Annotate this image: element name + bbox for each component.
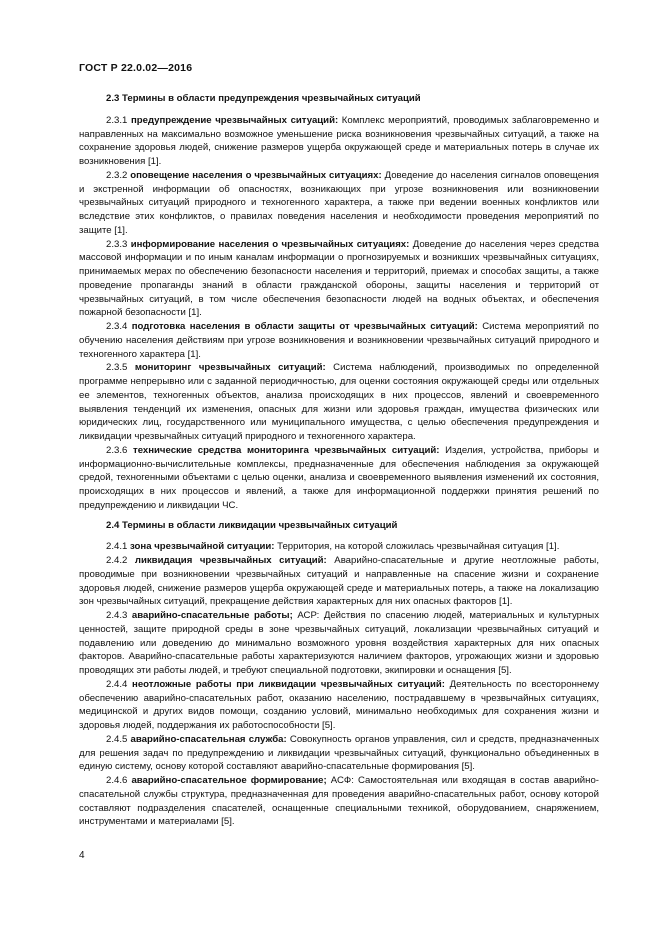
term-number: 2.4.1	[106, 541, 128, 553]
term-name: оповещение населения о чрезвычайных ситуациях:	[130, 169, 382, 181]
term-definition: Совокупность органов управления, сил и средств, предназначенных для решения задач по предупреждению и ликвидации чрезвычайных ситуаций, функционально объединенных в единую систему, основу которой составляют аварийно-спасательные формирования [5].	[79, 733, 599, 773]
term-number: 2.3.3	[106, 238, 128, 250]
term-definition: Аварийно-спасательные и другие неотложные работы, проводимые при возникновении чрезвычайных ситуаций и направленные на спасение жизни и сохранение здоровья людей, снижение размеров ущерба окружающей среде и материальных потерь, а также на локализацию зон чрезвычайных ситуаций, прекращение действия характерных для них опасных факторов [1].	[79, 555, 599, 608]
section-title-liquidation: 2.4 Термины в области ликвидации чрезвычайных ситуаций	[106, 519, 398, 531]
term-paragraph	[79, 361, 599, 444]
term-name: ликвидация чрезвычайных ситуаций:	[134, 555, 327, 566]
term-name: технические средства мониторинга чрезвычайных ситуаций:	[133, 444, 440, 456]
section-prevention-items	[79, 114, 599, 513]
term-definition: Деятельность по всестороннему обеспечению аварийно-спасательных работ, оказанию населению, пострадавшему в чрезвычайных ситуациях, медицинской и других видов помощи, созданию условий, минимально необходимых для сохранения жизни и здоровья людей, поддержания их работоспособности [5].	[79, 678, 599, 731]
term-paragraph	[79, 238, 599, 321]
section-liquidation-items	[79, 540, 599, 829]
term-paragraph	[79, 609, 599, 678]
term-number: 2.4.5	[106, 733, 128, 745]
term-paragraph	[79, 169, 599, 238]
term-name: предупреждение чрезвычайных ситуаций:	[130, 114, 339, 126]
section-title-prevention: 2.3 Термины в области предупреждения чрезвычайных ситуаций	[106, 93, 421, 104]
term-paragraph	[79, 114, 599, 169]
term-definition: Территория, на которой сложилась чрезвычайная ситуация [1].	[274, 541, 560, 553]
term-definition: АСФ: Самостоятельная или входящая в состав аварийно-спасательной службы структура, предназначенная для проведения аварийно-спасательных работ, основу которой составляют подразделения спасателей, оснащенные специальными техникой, оборудованием, снаряжением, инструментами и материалами [5].	[79, 775, 599, 828]
term-paragraph	[79, 554, 599, 609]
term-name: аварийно-спасательные работы;	[131, 610, 293, 621]
term-paragraph	[79, 540, 599, 554]
document-body	[79, 92, 599, 829]
term-definition: Доведение до населения через средства массовой информации и по иным каналам информации о прогнозируемых и возникших чрезвычайных ситуациях, принимаемых мерах по обеспечению безопасности населения и территорий, приемах и способах защиты, а также проведение пропаганды знаний в области гражданской обороны, защиты населения и территорий от чрезвычайных ситуаций, в том числе обеспечения безопасности людей на водных объектах, и обеспечения пожарной безопасности [1].	[79, 238, 599, 319]
term-name: аварийно-спасательная служба:	[130, 733, 287, 745]
document-header: ГОСТ Р 22.0.02—2016	[79, 62, 193, 74]
term-paragraph	[79, 678, 599, 733]
term-definition: Система мероприятий по обучению населения действиям при угрозе возникновения и возникновении чрезвычайных ситуаций природного и техногенного характера [1].	[79, 321, 599, 360]
term-number: 2.4.2	[106, 555, 128, 566]
term-definition: Доведение до населения сигналов оповещения и экстренной информации об опасностях, возникающих при угрозе возникновения или возникновении чрезвычайных ситуаций природного и техногенного характера, а также при ведении военных конфликтов или вследствие этих конфликтов, о правилах поведения населения и необходимости проведения мероприятий по защите [1].	[79, 169, 599, 236]
term-number: 2.3.5	[106, 362, 128, 374]
term-name: подготовка населения в области защиты от чрезвычайных ситуаций:	[131, 321, 478, 332]
term-number: 2.4.6	[106, 775, 128, 786]
term-name: аварийно-спасательное формирование;	[131, 775, 327, 786]
term-name: информирование населения о чрезвычайных ситуациях:	[130, 238, 410, 250]
term-name: неотложные работы при ликвидации чрезвычайных ситуаций:	[132, 678, 445, 690]
term-number: 2.3.2	[106, 169, 128, 181]
term-paragraph	[79, 733, 599, 774]
term-name: мониторинг чрезвычайных ситуаций:	[134, 362, 326, 374]
term-number: 2.3.1	[106, 114, 128, 126]
term-number: 2.4.4	[106, 678, 128, 690]
page-number: 4	[79, 850, 85, 861]
term-definition: Комплекс мероприятий, проводимых заблаговременно и направленных на максимально возможное уменьшение риска возникновения чрезвычайных ситуаций, а также на сохранение здоровья людей, снижение размеров ущерба окружающей среде и материальных потерь в случае их возникновения [1].	[79, 114, 599, 167]
term-definition: Система наблюдений, производимых по определенной программе непрерывно или с заданной периодичностью, для оценки состояния окружающей среды или отдельных ее элементов, техногенных объектов, анализа происходящих в них процессов, явлений и своевременного выявления тенденций их изменения, опасных для жизни или здоровья граждан, имущества физических или юридических лиц, государственного или муниципального имущества, с целью обеспечения предупреждения и ликвидации чрезвычайных ситуаций природного и техногенного характера.	[79, 362, 600, 442]
term-definition: Изделия, устройства, приборы и информационно-вычислительные комплексы, предназначенные для обеспечения наблюдения за окружающей средой, техногенными объектами с целью оценки, анализа и своевременного выявления изменений их состояния, происходящих в них процессов и явлений, а также для информационной поддержки принятия решений по предупреждению и ликвидации ЧС.	[79, 444, 599, 511]
term-paragraph	[79, 320, 599, 361]
term-number: 2.4.3	[106, 610, 128, 621]
term-paragraph	[79, 774, 599, 829]
term-definition: АСР: Действия по спасению людей, материальных и культурных ценностей, защите природной среды в зоне чрезвычайных ситуаций, локализации чрезвычайных ситуаций и подавлению или доведению до минимально возможного уровня воздействия характерных для них опасных факторов. Аварийно-спасательные работы характеризуются наличием факторов, угрожающих жизни и здоровью проводящих эти работы людей, и требуют специальной подготовки, экипировки и оснащения [5].	[79, 610, 599, 676]
term-paragraph	[79, 444, 599, 513]
term-number: 2.3.4	[106, 321, 128, 332]
term-name: зона чрезвычайной ситуации:	[130, 541, 275, 553]
term-number: 2.3.6	[106, 444, 128, 456]
